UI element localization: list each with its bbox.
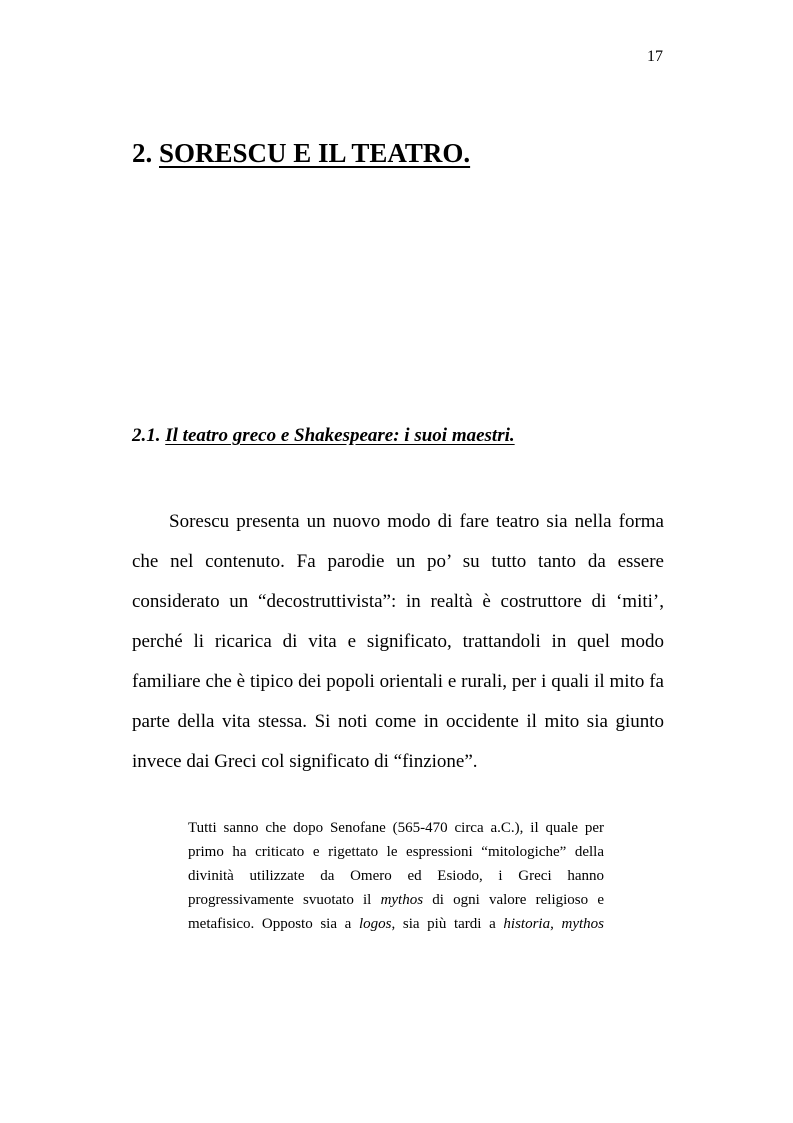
quote-text: di ogni valore religioso e: [423, 892, 605, 908]
paragraph-line: perché li ricarica di vita e significato, trattandoli in quel modo: [132, 631, 664, 652]
chapter-title-text: SORESCU E IL TEATRO.: [159, 138, 471, 168]
quote-text: progressivamente svuotato il: [188, 892, 381, 908]
chapter-title: [132, 138, 470, 169]
quote-term-historia: historia: [503, 916, 551, 932]
quote-term-mythos: mythos: [380, 892, 424, 908]
chapter-number: 2.: [132, 138, 153, 168]
block-quote: [188, 816, 604, 936]
quote-line: [188, 912, 604, 936]
quote-text: , sia più tardi a: [391, 916, 504, 932]
quote-term-mythos: mythos: [561, 916, 604, 932]
page-number: 17: [647, 48, 663, 65]
section-title-text: Il teatro greco e Shakespeare: i suoi maestri.: [165, 425, 515, 446]
paragraph-line: considerato un “decostruttivista”: in realtà è costruttore di ‘miti’,: [132, 591, 664, 612]
paragraph-line: invece dai Greci col significato di “finzione”.: [132, 751, 478, 772]
body-paragraph: [132, 502, 664, 782]
quote-text: metafisico. Opposto sia a: [188, 916, 359, 932]
paragraph-line: parte della vita stessa. Si noti come in occidente il mito sia giunto: [132, 711, 664, 732]
quote-term-logos: logos: [358, 916, 392, 932]
section-number: 2.1.: [132, 425, 161, 446]
quote-text: ,: [550, 916, 562, 932]
paragraph-line: che nel contenuto. Fa parodie un po’ su tutto tanto da essere: [132, 551, 664, 572]
quote-line: divinità utilizzate da Omero ed Esiodo, i Greci hanno: [188, 868, 604, 884]
quote-line: [188, 888, 604, 912]
paragraph-line: Sorescu presenta un nuovo modo di fare teatro sia nella forma: [169, 511, 664, 532]
section-title: [132, 425, 515, 447]
paragraph-line: familiare che è tipico dei popoli orientali e rurali, per i quali il mito fa: [132, 671, 664, 692]
quote-line: Tutti sanno che dopo Senofane (565-470 circa a.C.), il quale per: [188, 820, 604, 836]
quote-line: primo ha criticato e rigettato le espressioni “mitologiche” della: [188, 844, 604, 860]
